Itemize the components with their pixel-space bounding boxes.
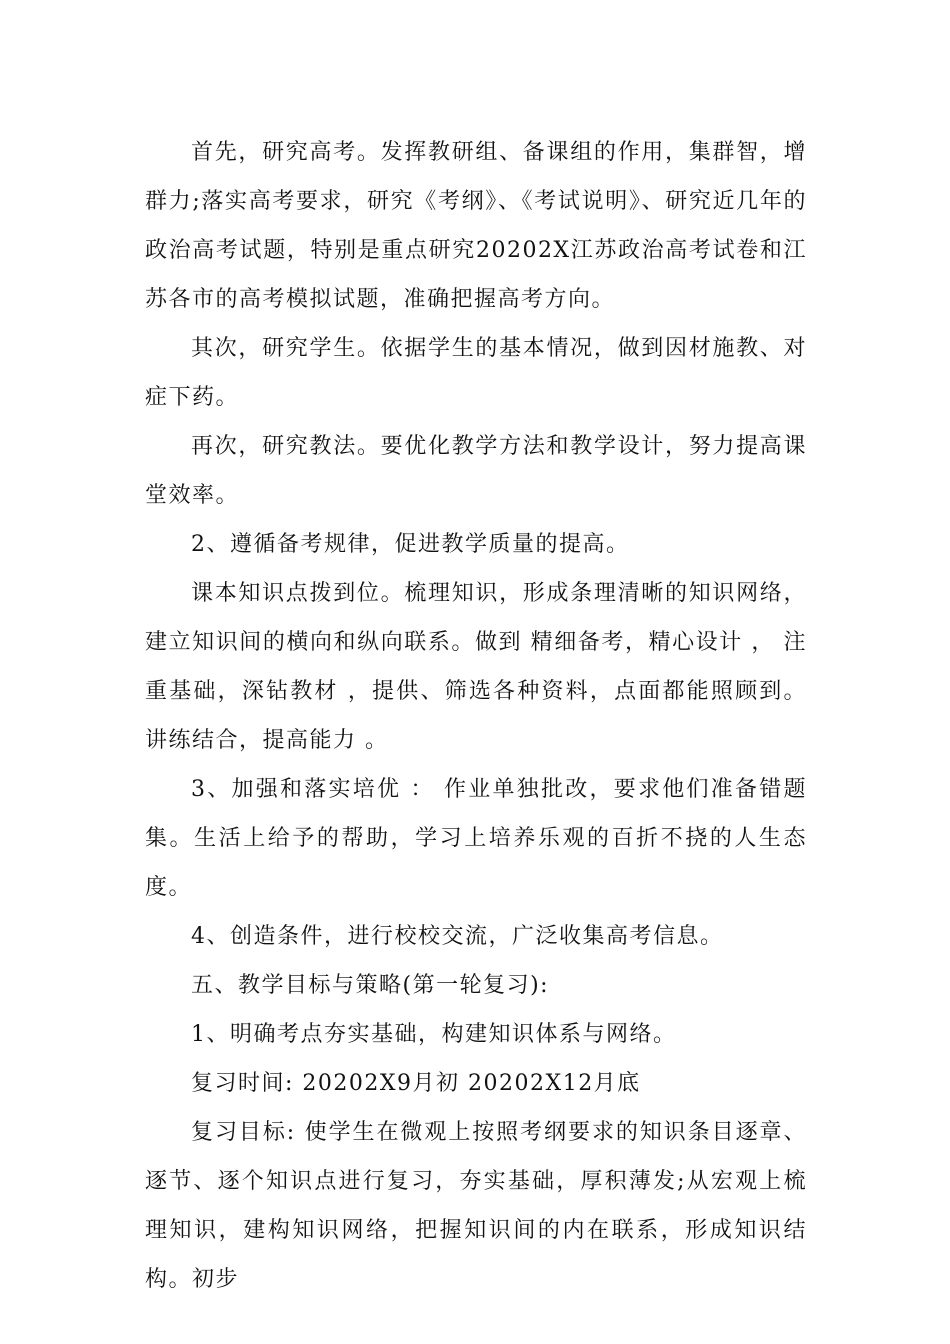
paragraph-review-goal: 复习目标: 使学生在微观上按照考纲要求的知识条目逐章、逐节、逐个知识点进行复习，夯实基础，厚积薄发;从宏观上梳理知识，建构知识网络，把握知识间的内在联系，形成知识结构。初步 [145, 1120, 807, 1292]
paragraph-heading-3: 3、加强和落实培优 ： 作业单独批改，要求他们准备错题集。生活上给予的帮助，学习上培养乐观的百折不挠的人生态度。 [145, 777, 807, 900]
paragraph-item-1: 1、明确考点夯实基础，构建知识体系与网络。 [191, 1022, 677, 1047]
paragraph-research-methods: 再次，研究教法。要优化教学方法和教学设计，努力提高课堂效率。 [145, 434, 807, 508]
paragraph-section-5-title: 五、教学目标与策略(第一轮复习): [191, 973, 550, 998]
paragraph-review-time: 复习时间: 20202X9月初 20202X12月底 [191, 1071, 641, 1096]
document-page [145, 128, 807, 1304]
paragraph-research-students: 其次，研究学生。依据学生的基本情况，做到因材施教、对症下药。 [145, 336, 807, 410]
paragraph-research-exam: 首先，研究高考。发挥教研组、备课组的作用，集群智，增群力;落实高考要求，研究《考纲》、《考试说明》、研究近几年的政治高考试题，特别是重点研究20202X江苏政治高考试卷和江苏各市的高考模拟试题，准确把握高考方向。 [145, 140, 807, 312]
paragraph-heading-2: 2、遵循备考规律，促进教学质量的提高。 [191, 532, 630, 557]
paragraph-knowledge-points: 课本知识点拨到位。梳理知识，形成条理清晰的知识网络，建立知识间的横向和纵向联系。做到 精细备考，精心设计 ， 注重基础，深钻教材 ，提供、筛选各种资料，点面都能照顾到。 讲练结合，提高能力 。 [145, 581, 807, 753]
paragraph-heading-4: 4、创造条件，进行校校交流，广泛收集高考信息。 [191, 924, 724, 949]
